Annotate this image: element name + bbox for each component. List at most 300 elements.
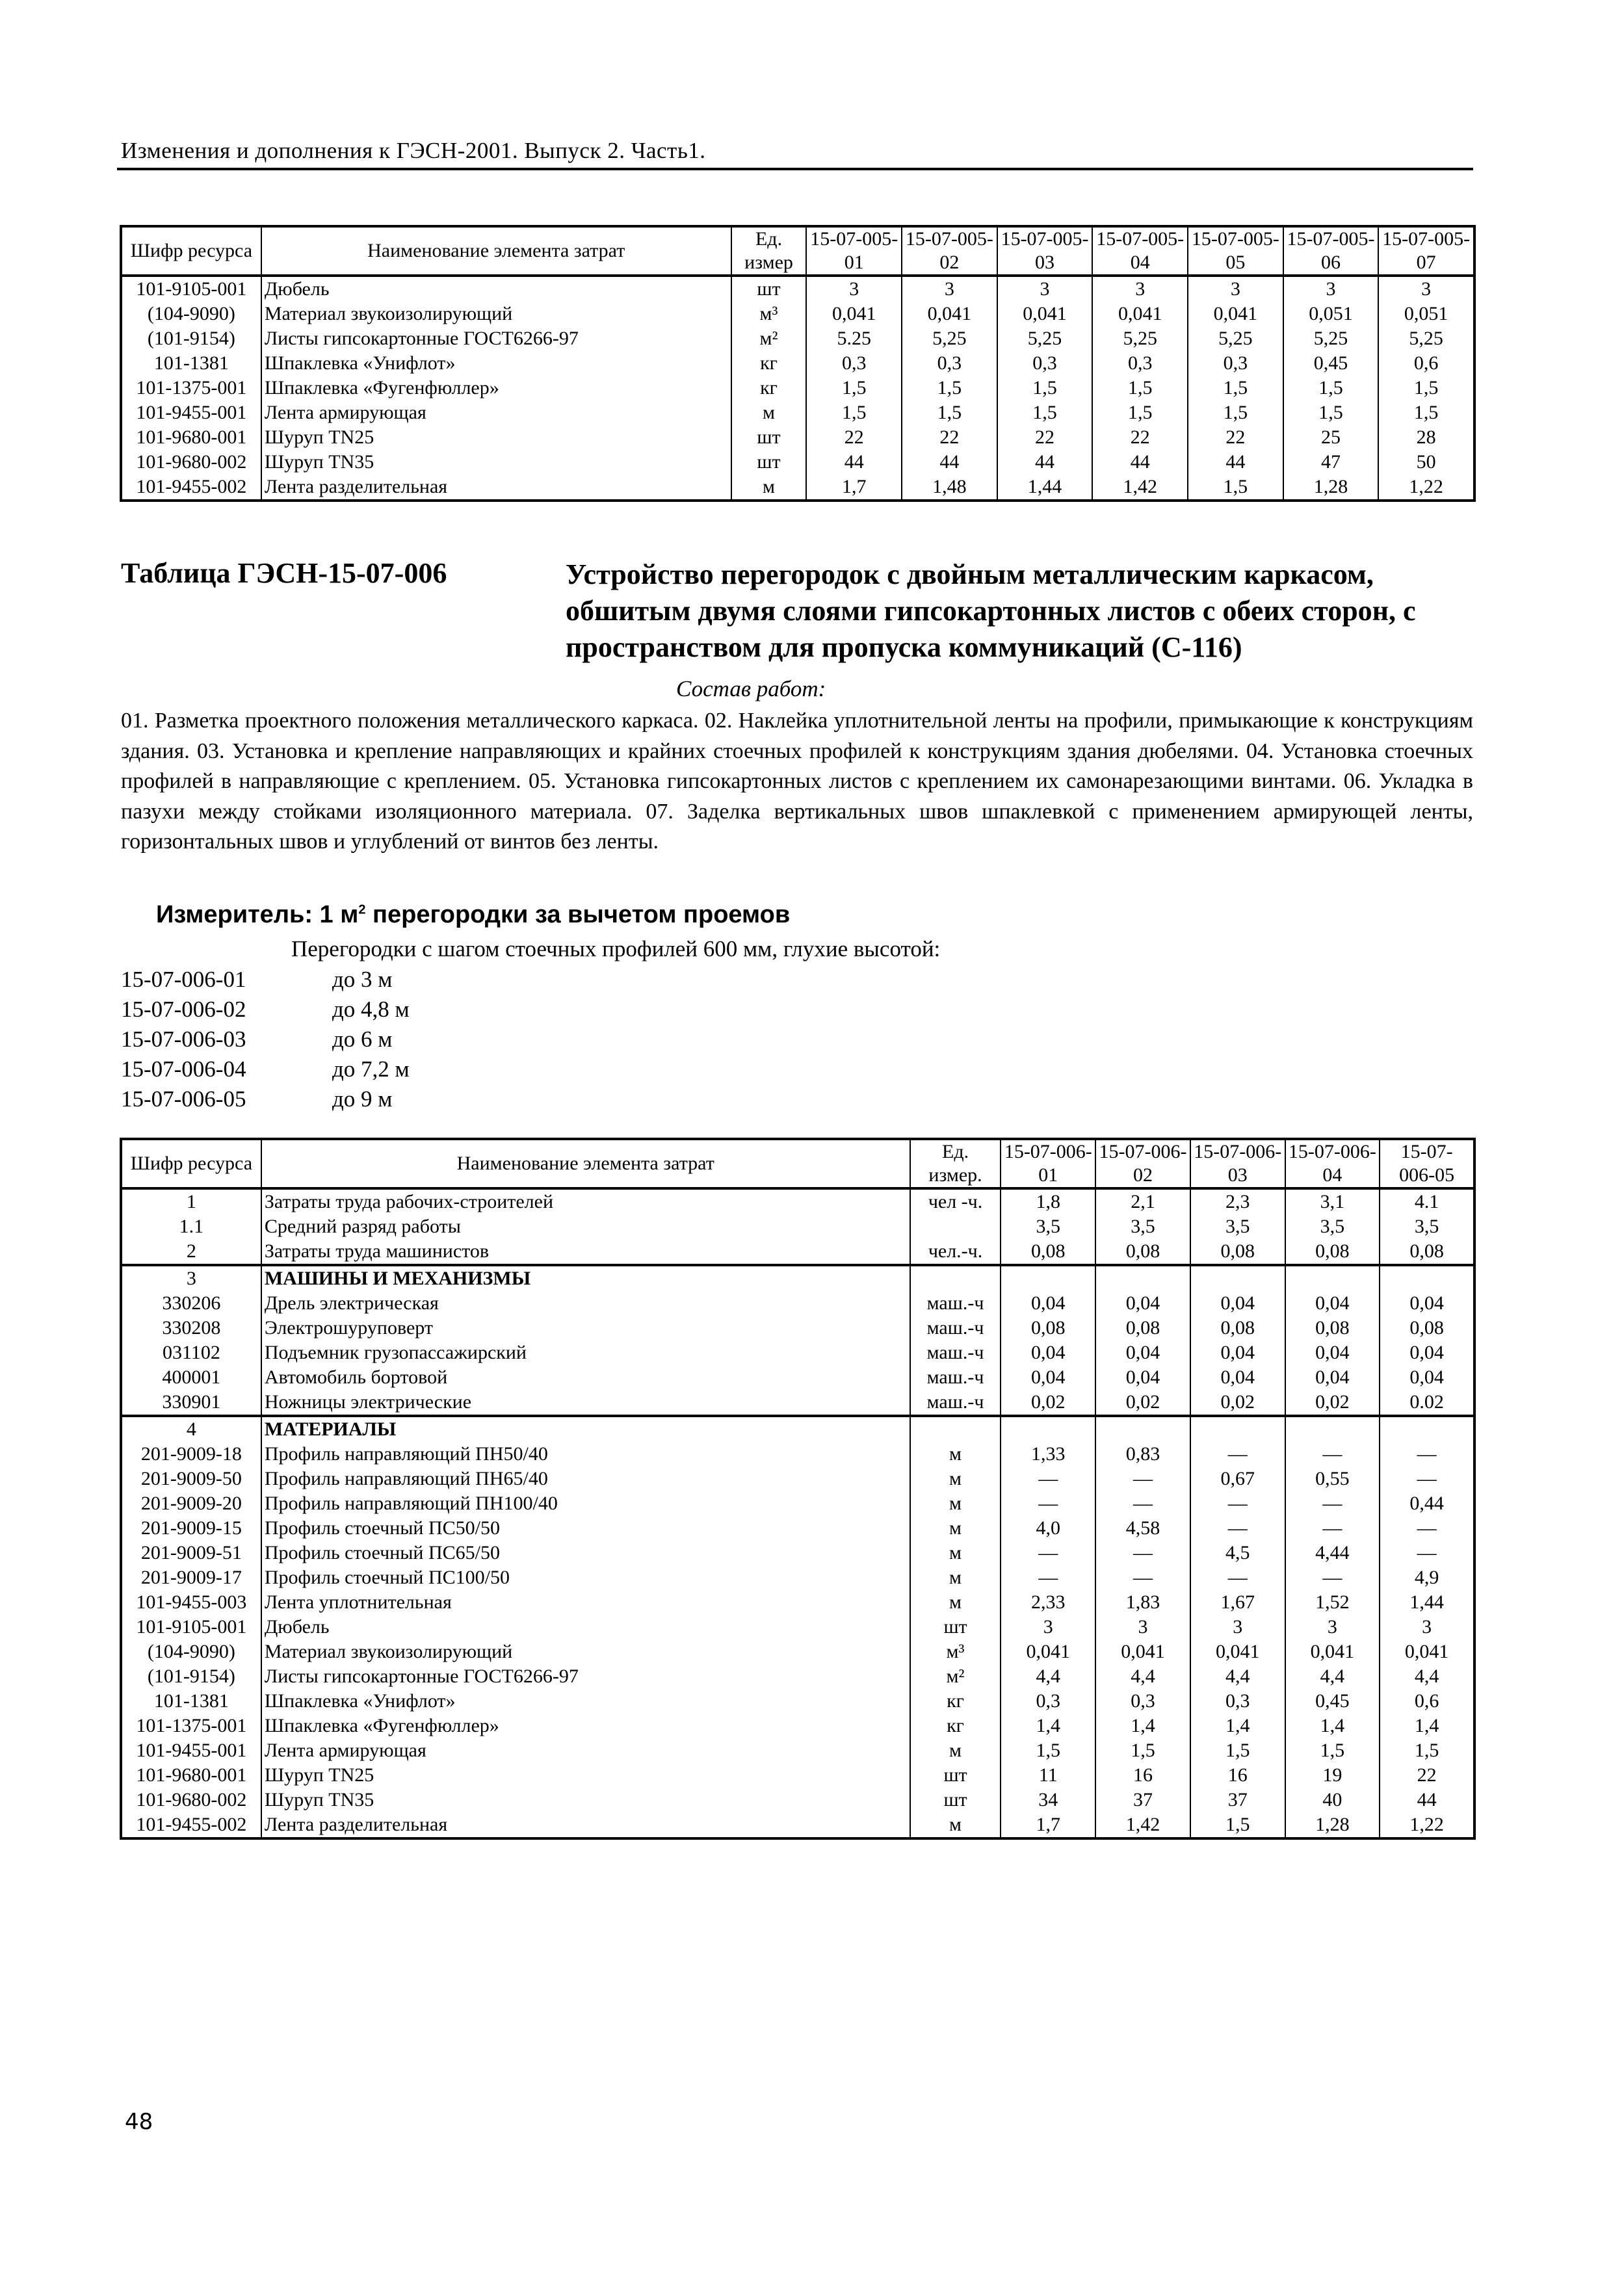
variant-desc: до 7,2 м <box>332 1056 410 1082</box>
header-col: 15-07-005-03 <box>997 226 1093 276</box>
header-col: 15-07-005-06 <box>1283 226 1379 276</box>
header-name: Наименование элемента затрат <box>261 226 731 276</box>
resource-value <box>1190 1416 1285 1442</box>
resource-unit: маш.-ч <box>910 1316 1001 1340</box>
resource-code: (104-9090) <box>121 302 261 326</box>
resource-name: Лента уплотнительная <box>261 1590 910 1615</box>
variant-item <box>121 995 410 1025</box>
resource-unit: м³ <box>731 302 807 326</box>
measure-prefix: Измеритель: 1 м <box>156 901 359 928</box>
header-col: 15-07-005-01 <box>806 226 902 276</box>
resource-code: 101-9105-001 <box>121 276 261 302</box>
resource-unit: маш.-ч <box>910 1365 1001 1390</box>
resource-unit: кг <box>910 1689 1001 1714</box>
resource-value: 0,041 <box>1092 302 1188 326</box>
table-row <box>121 376 1474 400</box>
resource-value: 0,44 <box>1380 1491 1474 1516</box>
resource-value: — <box>1190 1491 1285 1516</box>
resource-value: 0,08 <box>1001 1239 1095 1265</box>
header-name: Наименование элемента затрат <box>261 1139 910 1188</box>
resource-value: 1,8 <box>1001 1188 1095 1214</box>
resource-unit: шт <box>731 276 807 302</box>
resource-value: 0,04 <box>1001 1340 1095 1365</box>
resource-value: 0,04 <box>1095 1340 1190 1365</box>
resource-value: 19 <box>1285 1763 1380 1788</box>
resource-value: 22 <box>806 425 902 450</box>
resource-value: 22 <box>902 425 997 450</box>
table-row <box>121 1541 1474 1565</box>
resource-name: Подъемник грузопассажирский <box>261 1340 910 1365</box>
resource-value: — <box>1001 1541 1095 1565</box>
resource-value: — <box>1190 1442 1285 1467</box>
table-row <box>121 1664 1474 1689</box>
resource-value: 1,5 <box>1190 1812 1285 1838</box>
header-unit: Ед. измер. <box>910 1139 1001 1188</box>
table-row <box>121 475 1474 501</box>
resource-value: — <box>1285 1565 1380 1590</box>
resource-value: 0,04 <box>1380 1365 1474 1390</box>
resource-value <box>1380 1265 1474 1291</box>
resource-value: 1,5 <box>997 376 1093 400</box>
resource-value: 1,67 <box>1190 1590 1285 1615</box>
resource-name: Профиль направляющий ПН100/40 <box>261 1491 910 1516</box>
running-header: Изменения и дополнения к ГЭСН-2001. Выпуск 2. Часть1. <box>121 138 706 163</box>
resource-value: 1,5 <box>1188 400 1283 425</box>
resource-unit: м <box>731 400 807 425</box>
resource-name: Шпаклевка «Унифлот» <box>261 1689 910 1714</box>
resource-value: 0,08 <box>1095 1239 1190 1265</box>
table-row <box>121 1516 1474 1541</box>
resource-value: — <box>1001 1491 1095 1516</box>
table-row <box>121 1714 1474 1738</box>
resource-value: 3 <box>1092 276 1188 302</box>
resource-name: Шуруп TN25 <box>261 425 731 450</box>
resource-unit: шт <box>731 425 807 450</box>
resource-value: 1,7 <box>806 475 902 501</box>
resource-value: 1,83 <box>1095 1590 1190 1615</box>
resource-value: 34 <box>1001 1788 1095 1812</box>
resource-value: 25 <box>1283 425 1379 450</box>
resource-name: Электрошуруповерт <box>261 1316 910 1340</box>
resource-value: 0,04 <box>1001 1365 1095 1390</box>
resource-value: 0,041 <box>806 302 902 326</box>
resource-unit: чел.-ч. <box>910 1239 1001 1265</box>
resource-value: 2,33 <box>1001 1590 1095 1615</box>
resource-value <box>1285 1416 1380 1442</box>
resource-value: 1,22 <box>1378 475 1474 501</box>
resource-value: 3,5 <box>1095 1214 1190 1239</box>
measure-suffix: перегородки за вычетом проемов <box>365 901 791 928</box>
resource-value: 1,5 <box>1378 376 1474 400</box>
table-row <box>121 1615 1474 1640</box>
resource-value: 0,3 <box>1188 351 1283 376</box>
resource-value: 0,04 <box>1285 1365 1380 1390</box>
resource-value: 1,5 <box>997 400 1093 425</box>
table-row <box>121 1188 1474 1214</box>
resource-value: 40 <box>1285 1788 1380 1812</box>
resource-value: 4,4 <box>1095 1664 1190 1689</box>
resource-value: 5,25 <box>1188 326 1283 351</box>
header-unit: Ед. измер <box>731 226 807 276</box>
resource-value: 0,83 <box>1095 1442 1190 1467</box>
resource-value: 4,0 <box>1001 1516 1095 1541</box>
resource-value: 0,04 <box>1285 1291 1380 1316</box>
resource-value: 0,04 <box>1380 1340 1474 1365</box>
resource-unit <box>910 1265 1001 1291</box>
resource-value: 5,25 <box>1283 326 1379 351</box>
header-col: 15-07-006-01 <box>1001 1139 1095 1188</box>
resource-value <box>1285 1265 1380 1291</box>
resource-value: — <box>1285 1491 1380 1516</box>
table2-body <box>121 1188 1474 1838</box>
resource-value: 1,33 <box>1001 1442 1095 1467</box>
measure-unit <box>156 901 790 929</box>
resource-value: 4,4 <box>1285 1664 1380 1689</box>
resource-value: 1,7 <box>1001 1812 1095 1838</box>
resource-code: 101-9680-001 <box>121 1763 261 1788</box>
resource-code: 400001 <box>121 1365 261 1390</box>
resource-unit: м <box>910 1590 1001 1615</box>
resource-value: 1,5 <box>1283 400 1379 425</box>
resource-code: 201-9009-18 <box>121 1442 261 1467</box>
resource-value: 1,22 <box>1380 1812 1474 1838</box>
resource-name: Лента разделительная <box>261 1812 910 1838</box>
resource-value: 1,5 <box>902 400 997 425</box>
resource-name: Автомобиль бортовой <box>261 1365 910 1390</box>
table-row <box>121 400 1474 425</box>
resource-value: — <box>1380 1467 1474 1491</box>
variant-code: 15-07-006-01 <box>121 967 246 992</box>
resource-value: 0,041 <box>1190 1640 1285 1664</box>
resource-unit: м <box>731 475 807 501</box>
resource-unit: кг <box>910 1714 1001 1738</box>
resource-value: 0,08 <box>1380 1316 1474 1340</box>
header-col: 15-07-006-02 <box>1095 1139 1190 1188</box>
resource-value <box>1190 1265 1285 1291</box>
resource-value: 0,041 <box>1188 302 1283 326</box>
resource-code: 101-1375-001 <box>121 1714 261 1738</box>
resource-name: Листы гипсокартонные ГОСТ6266-97 <box>261 326 731 351</box>
variants-list <box>121 965 410 1114</box>
resource-value: 1,5 <box>1380 1738 1474 1763</box>
resource-value: 0,04 <box>1095 1291 1190 1316</box>
resource-code: 201-9009-50 <box>121 1467 261 1491</box>
resource-name: Затраты труда рабочих-строителей <box>261 1188 910 1214</box>
resource-value: — <box>1001 1565 1095 1590</box>
resource-value: — <box>1095 1491 1190 1516</box>
resource-value: 0,3 <box>1001 1689 1095 1714</box>
resource-value: 3 <box>997 276 1093 302</box>
table-row <box>121 1565 1474 1590</box>
resource-value <box>1380 1416 1474 1442</box>
table-row <box>121 276 1474 302</box>
resource-value: 4,4 <box>1190 1664 1285 1689</box>
measure-superscript: 2 <box>358 902 366 917</box>
resource-value: 3 <box>1188 276 1283 302</box>
table-row <box>121 1689 1474 1714</box>
resource-code: (101-9154) <box>121 326 261 351</box>
variant-code: 15-07-006-05 <box>121 1086 246 1112</box>
resource-value: 0,02 <box>1095 1390 1190 1416</box>
resource-code: 101-1381 <box>121 351 261 376</box>
page-number: 48 <box>125 2109 153 2135</box>
resource-name: Лента разделительная <box>261 475 731 501</box>
resource-value: 1,4 <box>1380 1714 1474 1738</box>
resource-value <box>1001 1416 1095 1442</box>
variant-item <box>121 965 410 995</box>
resource-code: 330208 <box>121 1316 261 1340</box>
resource-unit: м <box>910 1467 1001 1491</box>
table-row <box>121 450 1474 475</box>
resource-value: 37 <box>1095 1788 1190 1812</box>
resource-value: 22 <box>1188 425 1283 450</box>
resource-code: 101-9455-003 <box>121 1590 261 1615</box>
resource-unit: кг <box>731 376 807 400</box>
variant-item <box>121 1084 410 1114</box>
resource-value: — <box>1285 1442 1380 1467</box>
header-rule <box>117 168 1473 170</box>
variant-desc: до 4,8 м <box>332 997 410 1022</box>
table-row <box>121 1390 1474 1416</box>
resource-code: 101-1375-001 <box>121 376 261 400</box>
resource-unit: шт <box>910 1788 1001 1812</box>
resource-value: 37 <box>1190 1788 1285 1812</box>
resource-value: 5,25 <box>902 326 997 351</box>
table-row <box>121 1365 1474 1390</box>
resource-name: Шпаклевка «Фугенфюллер» <box>261 376 731 400</box>
resource-code: 101-9455-002 <box>121 475 261 501</box>
resource-value: 3,5 <box>1285 1214 1380 1239</box>
table1-body <box>121 276 1474 501</box>
resource-value: 3 <box>1285 1615 1380 1640</box>
resource-value: 1,42 <box>1092 475 1188 501</box>
resource-name: Шуруп TN35 <box>261 1788 910 1812</box>
resource-code: 101-9455-001 <box>121 400 261 425</box>
variant-item <box>121 1054 410 1084</box>
table-row <box>121 1738 1474 1763</box>
resource-code: 031102 <box>121 1340 261 1365</box>
resource-unit: м³ <box>910 1640 1001 1664</box>
resource-value: 0,3 <box>1190 1689 1285 1714</box>
resource-value: 0,04 <box>1001 1291 1095 1316</box>
header-code: Шифр ресурса <box>121 1139 261 1188</box>
resource-value: 1,48 <box>902 475 997 501</box>
resource-value: 0,08 <box>1001 1316 1095 1340</box>
works-description: 01. Разметка проектного положения металлического каркаса. 02. Наклейка уплотнительной ленты на профили, примыкающие к конструкциям здания. 03. Установка и крепление направляющих и крайних стоечных профилей к конструкциям здания дюбелями. 04. Установка стоечных профилей в направляющие с креплением. 05. Установка гипсокартонных листов с креплением их самонарезающими винтами. 06. Укладка в пазухи между стойками изоляционного материала. 07. Заделка вертикальных швов шпаклевкой с применением армирующей ленты, горизонтальных швов и углублений от винтов без ленты. <box>121 709 1473 854</box>
resource-unit: маш.-ч <box>910 1390 1001 1416</box>
resource-value: 0,02 <box>1190 1390 1285 1416</box>
table-row <box>121 1812 1474 1838</box>
resource-value: — <box>1001 1467 1095 1491</box>
resource-value <box>1095 1416 1190 1442</box>
table-row <box>121 1316 1474 1340</box>
resource-value: 47 <box>1283 450 1379 475</box>
table-row <box>121 1442 1474 1467</box>
resource-value: 0,67 <box>1190 1467 1285 1491</box>
resource-value: 1,5 <box>806 400 902 425</box>
resource-unit: м <box>910 1812 1001 1838</box>
resource-value: 3,5 <box>1380 1214 1474 1239</box>
resource-value: 0,041 <box>1380 1640 1474 1664</box>
resource-unit: м <box>910 1541 1001 1565</box>
resource-code: 101-9680-001 <box>121 425 261 450</box>
resource-value: 0,04 <box>1190 1291 1285 1316</box>
works-heading: Состав работ: <box>676 676 826 701</box>
resource-value <box>1095 1265 1190 1291</box>
resource-value: 1,28 <box>1285 1812 1380 1838</box>
resource-value: 0,02 <box>1001 1390 1095 1416</box>
resource-name: Дюбель <box>261 276 731 302</box>
resource-value: 11 <box>1001 1763 1095 1788</box>
variant-code: 15-07-006-04 <box>121 1056 246 1082</box>
resource-unit: шт <box>731 450 807 475</box>
resource-value: 4,9 <box>1380 1565 1474 1590</box>
resource-code: 101-1381 <box>121 1689 261 1714</box>
resource-value: 0,08 <box>1380 1239 1474 1265</box>
resource-value: 0,041 <box>1095 1640 1190 1664</box>
resource-code: 1 <box>121 1188 261 1214</box>
resource-name: Профиль стоечный ПС50/50 <box>261 1516 910 1541</box>
resource-value: 44 <box>806 450 902 475</box>
resource-value: 1,5 <box>1188 376 1283 400</box>
resource-value: 1,42 <box>1095 1812 1190 1838</box>
resource-name: Профиль стоечный ПС65/50 <box>261 1541 910 1565</box>
resource-value: 2,3 <box>1190 1188 1285 1214</box>
resource-value: — <box>1095 1541 1190 1565</box>
resource-unit: м <box>910 1491 1001 1516</box>
resource-value: 3 <box>1380 1615 1474 1640</box>
resource-value: 0,04 <box>1190 1340 1285 1365</box>
resource-name: Шуруп TN35 <box>261 450 731 475</box>
resource-unit: маш.-ч <box>910 1291 1001 1316</box>
resource-value: — <box>1380 1541 1474 1565</box>
table-header-row <box>121 1139 1474 1188</box>
resource-value: 1,44 <box>1380 1590 1474 1615</box>
resource-code: (101-9154) <box>121 1664 261 1689</box>
resource-unit: маш.-ч <box>910 1340 1001 1365</box>
resource-value: 1,5 <box>806 376 902 400</box>
resource-name: Дюбель <box>261 1615 910 1640</box>
header-col: 15-07-006-05 <box>1380 1139 1474 1188</box>
resource-code: 101-9105-001 <box>121 1615 261 1640</box>
resource-value: 1,5 <box>1092 376 1188 400</box>
resource-name: Профиль направляющий ПН65/40 <box>261 1467 910 1491</box>
resource-code: 101-9455-001 <box>121 1738 261 1763</box>
resource-value: 2,1 <box>1095 1188 1190 1214</box>
table-row <box>121 1763 1474 1788</box>
variants-intro: Перегородки с шагом стоечных профилей 600 мм, глухие высотой: <box>291 936 941 961</box>
resource-value: 1,5 <box>1188 475 1283 501</box>
variant-desc: до 3 м <box>332 967 393 992</box>
resource-value: 1,44 <box>997 475 1093 501</box>
resource-code: 2 <box>121 1239 261 1265</box>
table-row <box>121 1491 1474 1516</box>
resource-value: 0,3 <box>1092 351 1188 376</box>
header-code: Шифр ресурса <box>121 226 261 276</box>
resource-value: 3,1 <box>1285 1188 1380 1214</box>
resource-value: 0,08 <box>1285 1239 1380 1265</box>
resource-value: 4,5 <box>1190 1541 1285 1565</box>
resource-value: 4,4 <box>1001 1664 1095 1689</box>
resource-name: Шпаклевка «Унифлот» <box>261 351 731 376</box>
resource-value: 1,5 <box>1378 400 1474 425</box>
resource-value: 1,5 <box>1190 1738 1285 1763</box>
resource-value: 0,04 <box>1285 1340 1380 1365</box>
resource-value: 1,52 <box>1285 1590 1380 1615</box>
resource-value: 1,5 <box>1283 376 1379 400</box>
resource-code: 201-9009-51 <box>121 1541 261 1565</box>
resource-unit <box>910 1214 1001 1239</box>
resource-value: 0,041 <box>997 302 1093 326</box>
resource-code: 4 <box>121 1416 261 1442</box>
variant-desc: до 6 м <box>332 1026 393 1052</box>
resource-value: 1,5 <box>902 376 997 400</box>
resource-value: 0,08 <box>1190 1316 1285 1340</box>
resource-code: 1.1 <box>121 1214 261 1239</box>
table-row <box>121 1340 1474 1365</box>
resource-value: — <box>1190 1565 1285 1590</box>
variant-code: 15-07-006-03 <box>121 1026 246 1052</box>
header-col: 15-07-005-02 <box>902 226 997 276</box>
table-row <box>121 1214 1474 1239</box>
resource-value: 44 <box>902 450 997 475</box>
resource-value: 22 <box>997 425 1093 450</box>
resource-value: 1,4 <box>1001 1714 1095 1738</box>
table-row <box>121 326 1474 351</box>
resource-value: 1,5 <box>1095 1738 1190 1763</box>
resource-value: 0,08 <box>1285 1316 1380 1340</box>
resource-code: 101-9455-002 <box>121 1812 261 1838</box>
resource-value: 3 <box>1095 1615 1190 1640</box>
resource-unit: м <box>910 1738 1001 1763</box>
resource-value: 0,3 <box>1095 1689 1190 1714</box>
resource-value: 0,04 <box>1380 1291 1474 1316</box>
resource-name: Шпаклевка «Фугенфюллер» <box>261 1714 910 1738</box>
resource-name: Материал звукоизолирующий <box>261 1640 910 1664</box>
resource-value: 1,28 <box>1283 475 1379 501</box>
variant-item <box>121 1025 410 1054</box>
resource-unit: чел -ч. <box>910 1188 1001 1214</box>
resource-value: 0,041 <box>902 302 997 326</box>
resource-value: 4,44 <box>1285 1541 1380 1565</box>
section-row <box>121 1416 1474 1442</box>
resource-unit: м <box>910 1516 1001 1541</box>
resource-value: 1,5 <box>1092 400 1188 425</box>
resource-value: 0,051 <box>1378 302 1474 326</box>
resource-value: 0,08 <box>1190 1239 1285 1265</box>
resource-value: 4,4 <box>1380 1664 1474 1689</box>
table-code-title: Таблица ГЭСН-15-07-006 <box>121 557 447 589</box>
resource-value: 3 <box>902 276 997 302</box>
resource-code: 201-9009-15 <box>121 1516 261 1541</box>
resource-unit: шт <box>910 1763 1001 1788</box>
resource-table-006 <box>120 1138 1476 1840</box>
resource-value: 4.1 <box>1380 1188 1474 1214</box>
resource-value: 0,3 <box>997 351 1093 376</box>
resource-value: 0,041 <box>1001 1640 1095 1664</box>
resource-value: 22 <box>1092 425 1188 450</box>
resource-value: 5.25 <box>806 326 902 351</box>
resource-value: 3 <box>1283 276 1379 302</box>
resource-name: МАШИНЫ И МЕХАНИЗМЫ <box>261 1265 910 1291</box>
resource-value: 16 <box>1095 1763 1190 1788</box>
resource-table-005 <box>120 225 1476 502</box>
resource-value: 44 <box>997 450 1093 475</box>
variant-code: 15-07-006-02 <box>121 997 246 1022</box>
resource-unit: м² <box>731 326 807 351</box>
resource-value: 0,3 <box>902 351 997 376</box>
table-row <box>121 1467 1474 1491</box>
